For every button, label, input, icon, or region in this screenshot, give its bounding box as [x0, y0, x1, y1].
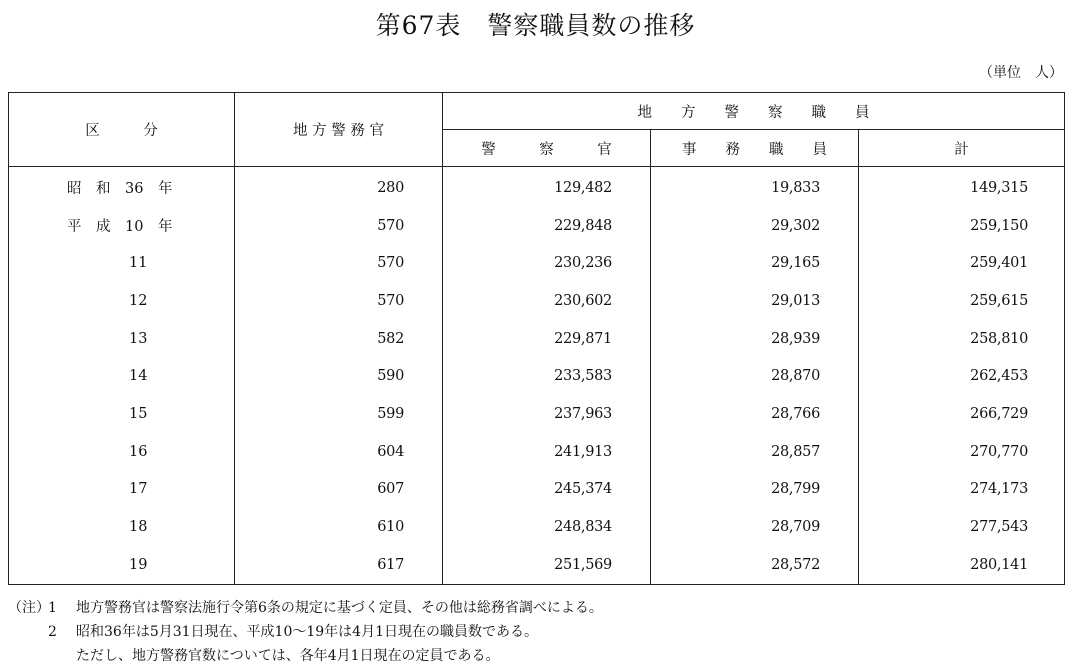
cell-total: 266,729 [859, 395, 1065, 433]
header-local-senior: 地 方 警 務 官 [235, 93, 443, 167]
cell-local-senior: 570 [235, 282, 443, 320]
row-label [9, 357, 235, 395]
table-body [9, 167, 1065, 585]
table-row [9, 320, 1065, 358]
cell-total: 258,810 [859, 320, 1065, 358]
row-label [9, 320, 235, 358]
note-continuation: ただし、地方警務官数については、各年4月1日現在の定員である。 [76, 648, 500, 664]
row-year: 昭 和 36 年 [67, 181, 173, 198]
cell-office-staff: 28,799 [651, 471, 859, 509]
row-label [9, 546, 235, 584]
page-title: 第67表 警察職員数の推移 [375, 11, 696, 40]
row-year: 12 [129, 292, 148, 309]
cell-local-senior: 582 [235, 320, 443, 358]
cell-local-senior: 617 [235, 546, 443, 584]
cell-police-officers: 129,482 [443, 167, 651, 207]
row-year: 平 成 10 年 [67, 219, 173, 236]
row-label [9, 471, 235, 509]
note-line-2 [8, 620, 603, 644]
table-row [9, 244, 1065, 282]
row-year: 18 [129, 519, 148, 536]
row-label [9, 282, 235, 320]
note-line-1 [8, 596, 603, 620]
cell-total: 280,141 [859, 546, 1065, 584]
cell-office-staff: 28,766 [651, 395, 859, 433]
cell-office-staff: 28,870 [651, 357, 859, 395]
cell-office-staff: 29,013 [651, 282, 859, 320]
cell-police-officers: 237,963 [443, 395, 651, 433]
table-row [9, 207, 1065, 245]
cell-office-staff: 28,572 [651, 546, 859, 584]
row-year: 16 [129, 443, 148, 460]
cell-police-officers: 229,848 [443, 207, 651, 245]
cell-office-staff: 28,857 [651, 433, 859, 471]
table-row [9, 546, 1065, 584]
row-label [9, 167, 235, 207]
row-year: 14 [129, 368, 148, 385]
row-label [9, 395, 235, 433]
notes [8, 596, 603, 668]
cell-total: 259,150 [859, 207, 1065, 245]
row-year: 17 [129, 481, 148, 498]
cell-police-officers: 230,236 [443, 244, 651, 282]
note-number: 2 [48, 624, 57, 640]
cell-office-staff: 29,302 [651, 207, 859, 245]
cell-police-officers: 251,569 [443, 546, 651, 584]
row-year: 13 [129, 330, 148, 347]
cell-local-senior: 599 [235, 395, 443, 433]
row-label [9, 433, 235, 471]
cell-local-senior: 280 [235, 167, 443, 207]
cell-total: 149,315 [859, 167, 1065, 207]
cell-local-senior: 607 [235, 471, 443, 509]
cell-local-senior: 570 [235, 207, 443, 245]
note-text: 昭和36年は5月31日現在、平成10～19年は4月1日現在の職員数である。 [76, 624, 538, 640]
cell-total: 259,615 [859, 282, 1065, 320]
unit-label: （単位 人） [979, 65, 1063, 81]
table-row [9, 471, 1065, 509]
cell-office-staff: 28,709 [651, 508, 859, 546]
table-row [9, 167, 1065, 207]
header-office-staff: 事 務 職 員 [651, 130, 859, 167]
police-staff-table [8, 92, 1065, 585]
cell-local-senior: 604 [235, 433, 443, 471]
table-row [9, 433, 1065, 471]
row-label [9, 207, 235, 245]
cell-police-officers: 230,602 [443, 282, 651, 320]
row-label [9, 244, 235, 282]
row-year: 19 [129, 556, 148, 573]
cell-total: 262,453 [859, 357, 1065, 395]
table-row [9, 508, 1065, 546]
row-year: 11 [129, 255, 148, 272]
cell-total: 274,173 [859, 471, 1065, 509]
cell-total: 270,770 [859, 433, 1065, 471]
cell-office-staff: 29,165 [651, 244, 859, 282]
note-head: （注） [8, 600, 50, 616]
row-year: 15 [129, 405, 148, 422]
cell-local-senior: 610 [235, 508, 443, 546]
cell-police-officers: 248,834 [443, 508, 651, 546]
cell-police-officers: 245,374 [443, 471, 651, 509]
header-category: 区 分 [9, 93, 235, 167]
table-row [9, 282, 1065, 320]
table-row [9, 357, 1065, 395]
note-number: 1 [48, 600, 57, 616]
header-total: 計 [859, 130, 1065, 167]
cell-total: 277,543 [859, 508, 1065, 546]
header-police-officers: 警 察 官 [443, 130, 651, 167]
cell-police-officers: 233,583 [443, 357, 651, 395]
table-row [9, 395, 1065, 433]
header-local-staff-group: 地 方 警 察 職 員 [443, 93, 1065, 130]
note-line-3 [8, 644, 603, 668]
row-label [9, 508, 235, 546]
cell-office-staff: 19,833 [651, 167, 859, 207]
cell-local-senior: 590 [235, 357, 443, 395]
cell-police-officers: 241,913 [443, 433, 651, 471]
cell-office-staff: 28,939 [651, 320, 859, 358]
cell-police-officers: 229,871 [443, 320, 651, 358]
cell-total: 259,401 [859, 244, 1065, 282]
note-text: 地方警務官は警察法施行令第6条の規定に基づく定員、その他は総務省調べによる。 [76, 600, 603, 616]
cell-local-senior: 570 [235, 244, 443, 282]
